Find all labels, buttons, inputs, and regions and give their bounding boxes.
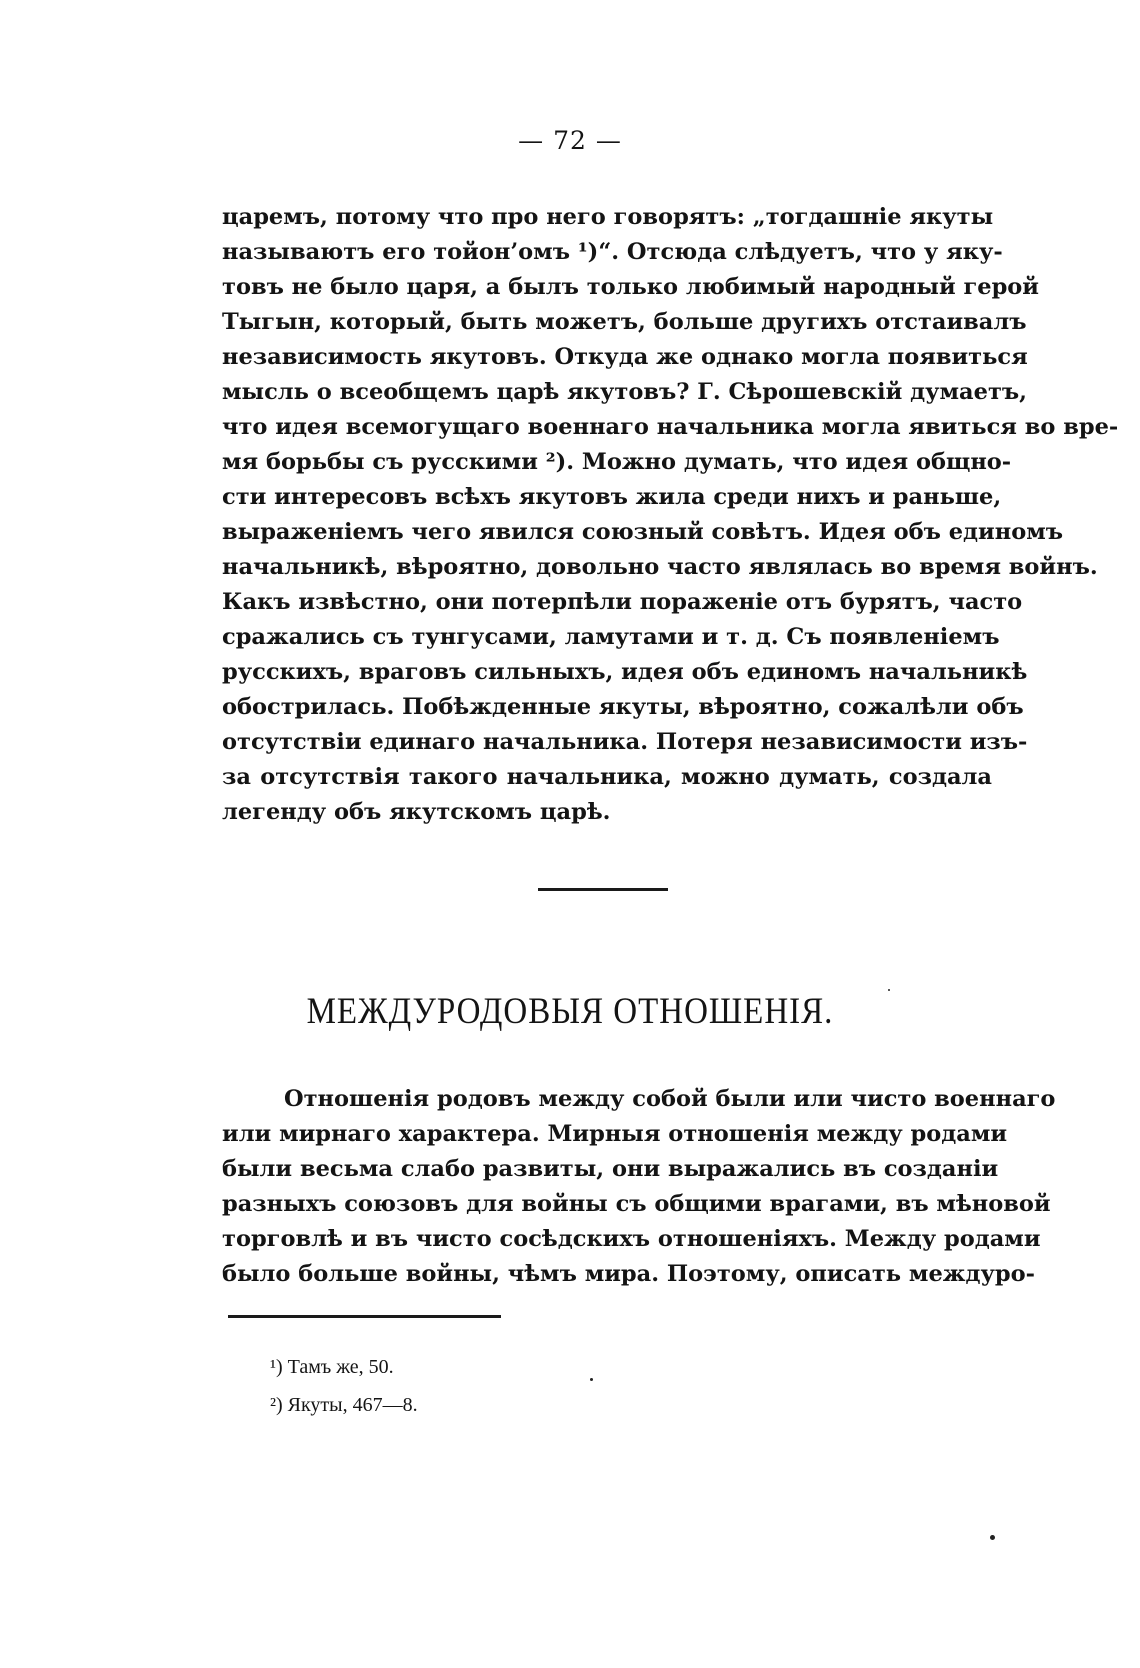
- text-line: торговлѣ и въ чисто сосѣдскихъ отношеніяхъ. Между родами: [222, 1226, 1041, 1252]
- text-line: легенду объ якутскомъ царѣ.: [222, 799, 611, 825]
- section-separator-rule: [538, 888, 668, 891]
- text-line: было больше войны, чѣмъ мира. Поэтому, описать междуро-: [222, 1261, 1035, 1287]
- footnote-marker: ¹): [270, 1356, 283, 1378]
- section-paragraph: [222, 1082, 1056, 1292]
- text-line: были весьма слабо развиты, они выражались въ созданіи: [222, 1156, 999, 1182]
- text-line: отсутствіи единаго начальника. Потеря независимости изъ-: [222, 729, 1028, 755]
- text-line: сражались съ тунгусами, ламутами и т. д. Съ появленіемъ: [222, 624, 1000, 650]
- text-line: товъ не было царя, а былъ только любимый народный герой: [222, 274, 1039, 300]
- text-line: или мирнаго характера. Мирныя отношенія между родами: [222, 1121, 1008, 1147]
- page-number: — 72 —: [518, 126, 622, 155]
- footnote-rule: [228, 1315, 501, 1318]
- footnotes: [270, 1348, 418, 1424]
- body-paragraph: [222, 200, 1119, 830]
- text-line: Какъ извѣстно, они потерпѣли пораженіе отъ бурятъ, часто: [222, 589, 1023, 615]
- text-line: Отношенія родовъ между собой были или чисто военнаго: [284, 1086, 1056, 1112]
- text-line: мысль о всеобщемъ царѣ якутовъ? Г. Сѣрошевскій думаетъ,: [222, 379, 1027, 405]
- text-line: что идея всемогущаго военнаго начальника могла явиться во вре-: [222, 414, 1119, 440]
- print-speck: [888, 989, 890, 991]
- text-line: начальникѣ, вѣроятно, довольно часто являлась во время войнъ.: [222, 554, 1098, 580]
- text-line: обострилась. Побѣжденные якуты, вѣроятно, сожалѣли объ: [222, 694, 1024, 720]
- print-speck: [590, 1378, 593, 1381]
- text-line: называютъ его тойон’омъ ¹)“. Отсюда слѣдуетъ, что у яку-: [222, 239, 1003, 265]
- text-line: мя борьбы съ русскими ²). Можно думать, что идея общно-: [222, 449, 1012, 475]
- footnote: [270, 1386, 418, 1424]
- footnote: [270, 1348, 418, 1386]
- text-line: независимость якутовъ. Откуда же однако могла появиться: [222, 344, 1028, 370]
- text-line: за отсутствія такого начальника, можно думать, создала: [222, 764, 992, 790]
- print-speck: [990, 1535, 995, 1540]
- footnote-marker: ²): [270, 1394, 283, 1416]
- text-line: царемъ, потому что про него говорятъ: „тогдашніе якуты: [222, 204, 994, 230]
- text-line: разныхъ союзовъ для войны съ общими врагами, въ мѣновой: [222, 1191, 1051, 1217]
- text-line: Тыгын, который, быть можетъ, больше другихъ отстаивалъ: [222, 309, 1027, 335]
- section-heading: МЕЖДУРОДОВЫЯ ОТНОШЕНІЯ.: [306, 991, 834, 1033]
- footnote-text: Якуты, 467—8.: [287, 1394, 418, 1416]
- footnote-text: Тамъ же, 50.: [287, 1356, 394, 1378]
- text-line: русскихъ, враговъ сильныхъ, идея объ единомъ начальникѣ: [222, 659, 1028, 685]
- text-line: сти интересовъ всѣхъ якутовъ жила среди нихъ и раньше,: [222, 484, 1002, 510]
- text-line: выраженіемъ чего явился союзный совѣтъ. Идея объ единомъ: [222, 519, 1064, 545]
